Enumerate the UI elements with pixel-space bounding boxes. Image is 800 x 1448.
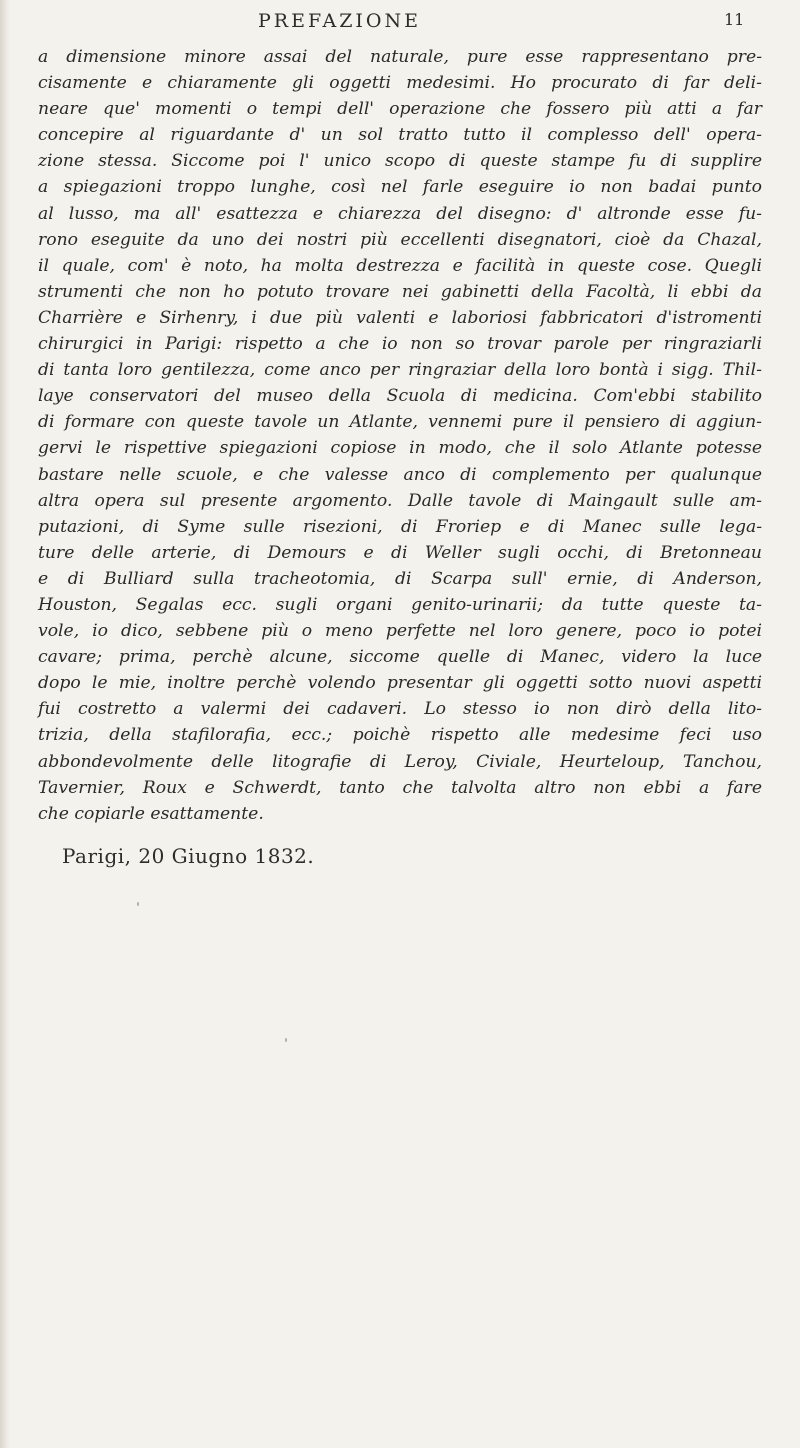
text-line: cavare; prima, perchè alcune, siccome quelle di Manec, videro la luce <box>38 647 762 668</box>
paper-speck <box>285 1038 287 1042</box>
text-line: laye conservatori del museo della Scuola di medicina. Com'ebbi stabilito <box>38 386 762 407</box>
text-line: putazioni, di Syme sulle risezioni, di Froriep e di Manec sulle lega- <box>38 516 762 537</box>
text-line: rono eseguite da uno dei nostri più eccellenti disegnatori, cioè da Chazal, <box>38 229 762 250</box>
text-line: trizia, della stafilorafia, ecc.; poichè rispetto alle medesime feci uso <box>38 725 762 746</box>
text-line: a spiegazioni troppo lunghe, così nel farle eseguire io non badai punto <box>38 177 762 198</box>
text-line: che copiarle esattamente. <box>38 803 264 824</box>
text-line: neare que' momenti o tempi dell' operazione che fossero più atti a far <box>38 99 762 120</box>
text-line: Tavernier, Roux e Schwerdt, tanto che talvolta altro non ebbi a fare <box>38 777 762 798</box>
page-header <box>0 10 800 40</box>
text-line: altra opera sul presente argomento. Dalle tavole di Maingault sulle am- <box>38 490 762 511</box>
text-line: abbondevolmente delle litografie di Leroy, Civiale, Heurteloup, Tanchou, <box>38 751 762 772</box>
text-line: e di Bulliard sulla tracheotomia, di Scarpa sull' ernie, di Anderson, <box>38 568 762 589</box>
text-line: vole, io dico, sebbene più o meno perfette nel loro genere, poco io potei <box>38 621 762 642</box>
page-gutter-shadow <box>0 0 10 1448</box>
paper-speck <box>137 902 139 906</box>
text-line: a dimensione minore assai del naturale, pure esse rappresentano pre- <box>38 47 762 67</box>
running-title: PREFAZIONE <box>258 10 421 32</box>
text-line: il quale, com' è noto, ha molta destrezza e facilità in queste cose. Quegli <box>38 255 762 276</box>
text-line: concepire al riguardante d' un sol tratto tutto il complesso dell' opera- <box>38 125 762 146</box>
text-line: gervi le rispettive spiegazioni copiose in modo, che il solo Atlante potesse <box>38 438 762 459</box>
text-line: al lusso, ma all' esattezza e chiarezza del disegno: d' altronde esse fu- <box>38 203 762 224</box>
text-line: fui costretto a valermi dei cadaveri. Lo stesso io non dirò della lito- <box>38 699 762 720</box>
text-line: zione stessa. Siccome poi l' unico scopo di queste stampe fu di supplire <box>38 151 762 172</box>
text-line: ture delle arterie, di Demours e di Weller sugli occhi, di Bretonneau <box>38 542 762 563</box>
text-line: dopo le mie, inoltre perchè volendo presentar gli oggetti sotto nuovi aspetti <box>38 673 762 694</box>
text-line: di formare con queste tavole un Atlante, vennemi pure il pensiero di aggiun- <box>38 412 762 433</box>
text-line: chirurgici in Parigi: rispetto a che io non so trovar parole per ringraziarli <box>38 334 762 355</box>
page-number: 11 <box>724 10 745 29</box>
text-line: Charrière e Sirhenry, i due più valenti e laboriosi fabbricatori d'istromenti <box>38 307 762 328</box>
text-line: cisamente e chiaramente gli oggetti medesimi. Ho procurato di far deli- <box>38 73 762 94</box>
preface-paragraph <box>38 44 762 827</box>
text-line: di tanta loro gentilezza, come anco per ringraziar della loro bontà i sigg. Thil- <box>38 360 762 381</box>
text-line: strumenti che non ho potuto trovare nei gabinetti della Facoltà, li ebbi da <box>38 281 762 302</box>
text-line: bastare nelle scuole, e che valesse anco di complemento per qualunque <box>38 464 762 485</box>
text-line: Houston, Segalas ecc. sugli organi genito-urinarii; da tutte queste ta- <box>38 594 762 615</box>
place-date-signature: Parigi, 20 Giugno 1832. <box>62 844 315 868</box>
